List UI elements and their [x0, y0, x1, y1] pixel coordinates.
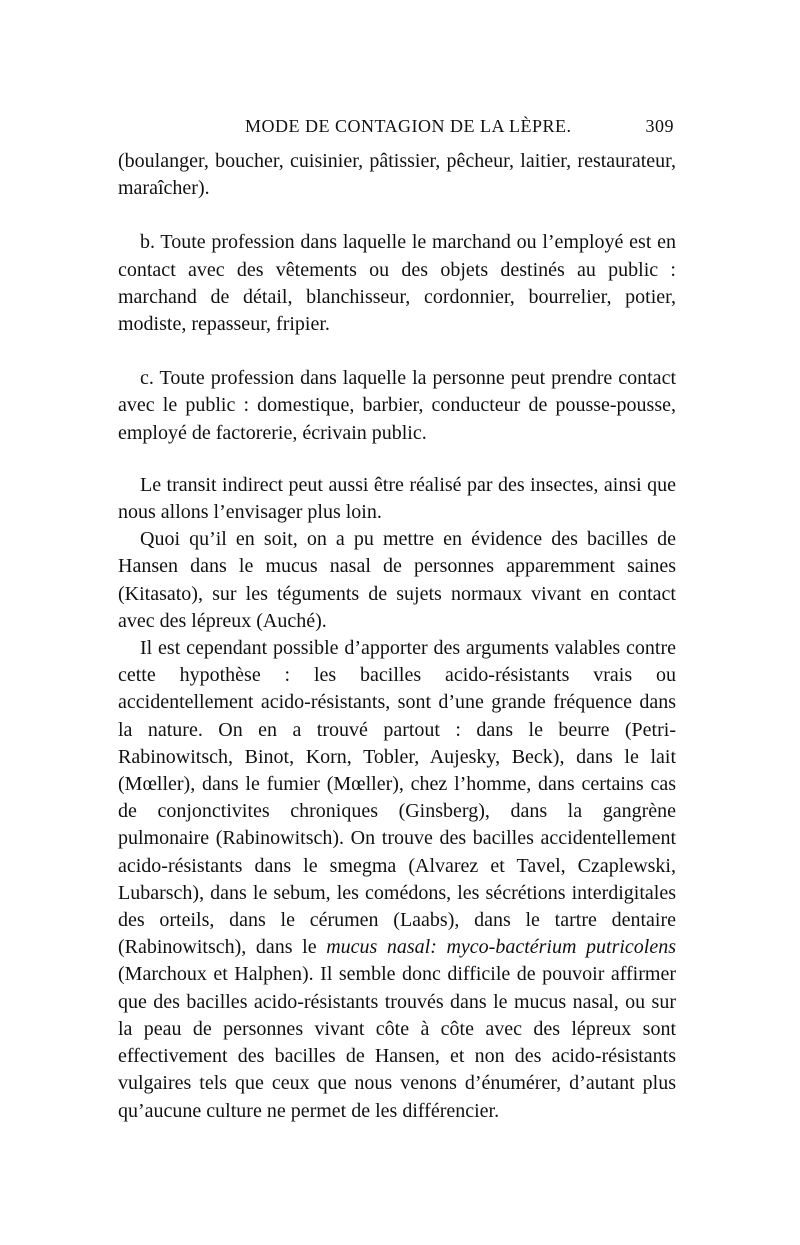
arguments-text-end: (Marchoux et Halphen). Il semble donc difficile de pouvoir affirmer que des bacilles acido-résistants trouvés dans le mucus nasal, ou sur la peau de personnes vivant côte à côte avec des lépreux sont effectivement des bacilles de Hansen, et non des acido-résistants vulgaires tels que ceux que nous venons d’énumérer, d’autant plus qu’aucune culture ne permet de les différencier. — [118, 963, 676, 1122]
body-text — [118, 148, 676, 1125]
running-title: MODE DE CONTAGION DE LA LÈPRE. — [245, 116, 572, 136]
paragraph-item-c: c. Toute profession dans laquelle la personne peut prendre contact avec le public : domestique, barbier, conducteur de pousse-pousse, employé de factorerie, écrivain public. — [118, 367, 676, 444]
paragraph-item-b: b. Toute profession dans laquelle le marchand ou l’employé est en contact avec des vêtements ou des objets destinés au public : marchand de détail, blanchisseur, cordonnier, bourrelier, potier, modiste, repasseur, fripier. — [118, 231, 676, 336]
arguments-text-start: Il est cependant possible d’apporter des arguments valables contre cette hypothèse : les bacilles acido-résistants vrais ou accidentellement acido-résistants, sont d’une grande fréquence dans la nature. On en a trouvé partout : dans le beurre (Petri-Rabinowitsch, Binot, Korn, Tobler, Aujesky, Beck), dans le lait (Mœller), dans le fumier (Mœller), chez l’homme, dans certains cas de conjonctivites chroniques (Ginsberg), dans la gangrène pulmonaire (Rabinowitsch). On trouve des bacilles accidentellement acido-résistants dans le smegma (Alvarez et Tavel, Czaplewski, Lubarsch), dans le sebum, les comédons, les sécrétions interdigitales des orteils, dans le cérumen (Laabs), dans le tartre dentaire (Rabinowitsch), dans le — [118, 637, 676, 959]
paragraph-food-trades: (boulanger, boucher, cuisinier, pâtissier, pêcheur, laitier, restaurateur, maraîcher). — [118, 150, 676, 200]
paragraph-arguments — [118, 635, 676, 1125]
paragraph-evidence: Quoi qu’il en soit, on a pu mettre en évidence des bacilles de Hansen dans le mucus nasal de personnes apparemment saines (Kitasato), sur les téguments de sujets normaux vivant en contact avec des lépreux (Auché). — [118, 528, 676, 632]
paragraph-insects: Le transit indirect peut aussi être réalisé par des insectes, ainsi que nous allons l’envisager plus loin. — [118, 473, 676, 524]
page-number: 309 — [645, 116, 674, 136]
running-head — [118, 116, 678, 142]
arguments-italic-term: mucus nasal: myco-bactérium putricolens — [326, 936, 677, 959]
